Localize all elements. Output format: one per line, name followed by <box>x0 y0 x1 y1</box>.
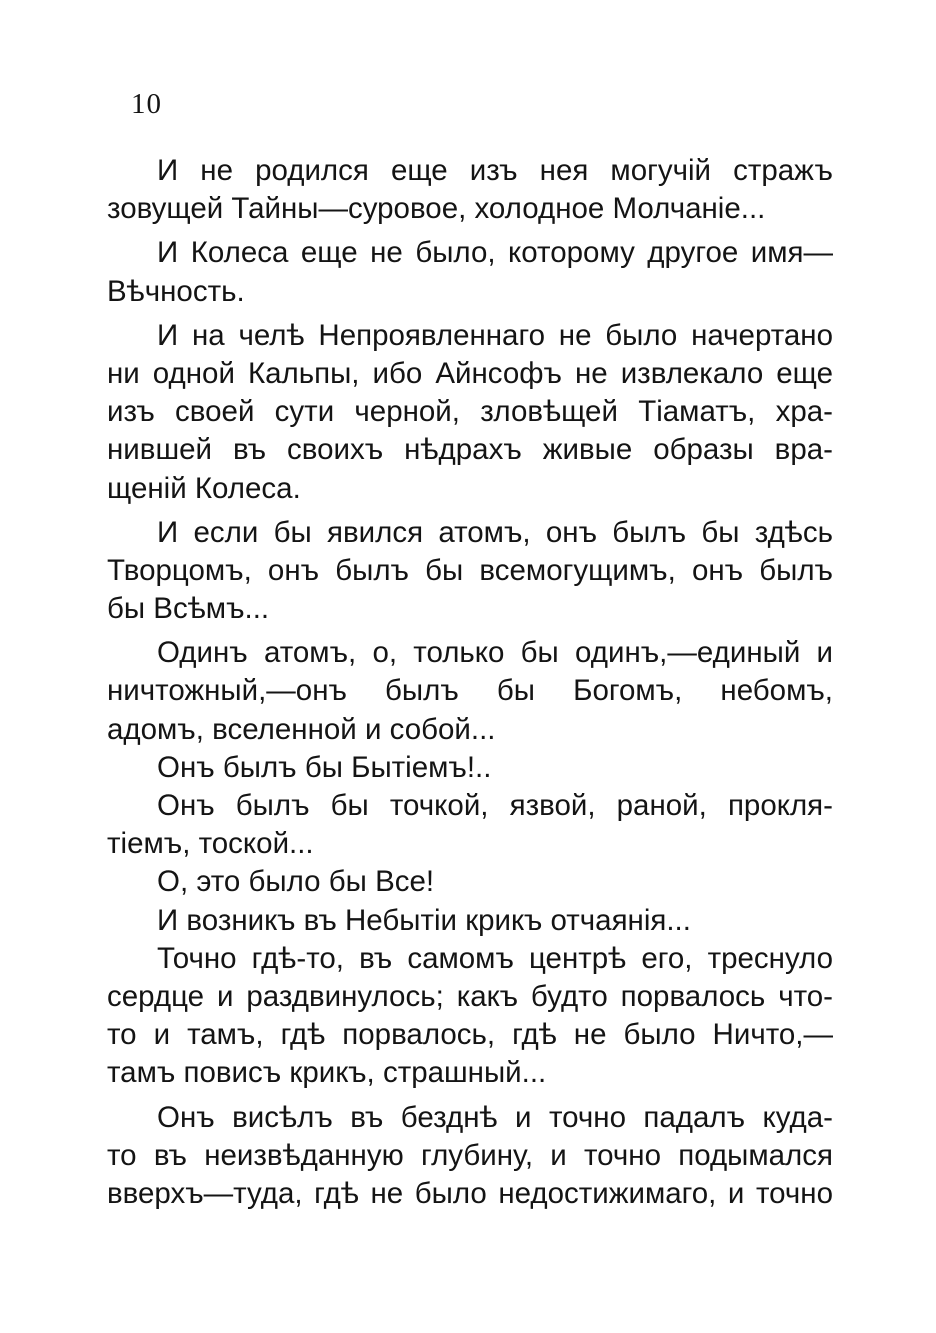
text-line: Творцомъ, онъ былъ бы всемогущимъ, онъ былъ <box>107 553 833 587</box>
text-line: Вѣчность. <box>107 274 245 308</box>
text-line: И возникъ въ Небытіи крикъ отчаянія... <box>157 903 691 937</box>
text-line: тіемъ, тоской... <box>107 827 314 861</box>
text-line: тамъ повисъ крикъ, страшный... <box>107 1056 547 1090</box>
text-line: бы Всѣмъ... <box>107 592 270 626</box>
text-line: нившей въ своихъ нѣдрахъ живые образы вра- <box>107 433 833 467</box>
text-line: И не родился еще изъ нея могучій стражъ <box>157 154 833 187</box>
text-line: Точно гдѣ-то, въ самомъ центрѣ его, треснуло <box>157 941 833 975</box>
page-number: 10 <box>131 88 162 120</box>
body-text <box>107 152 833 1213</box>
text-line: И на челѣ Непроявленнаго не было начертано <box>157 318 833 352</box>
text-line: ни одной Кальпы, ибо Айнсофъ не извлекало еще <box>107 356 833 390</box>
text-line: сердце и раздвинулось; какъ будто порвалось что- <box>107 979 833 1013</box>
text-line: И Колеса еще не было, которому другое имя— <box>157 236 833 270</box>
text-line: изъ своей сути черной, зловѣщей Тіаматъ, хра- <box>107 395 833 429</box>
text-line: то и тамъ, гдѣ порвалось, гдѣ не было Ничто,— <box>107 1018 833 1052</box>
text-line: И если бы явился атомъ, онъ былъ бы здѣсь <box>157 515 833 549</box>
text-line: вверхъ—туда, гдѣ не было недостижимаго, и точно <box>107 1176 833 1210</box>
text-line: зовущей Тайны—суровое, холодное Молчаніе... <box>107 192 766 226</box>
text-line: Онъ былъ бы точкой, язвой, раной, прокля- <box>157 789 833 822</box>
text-line: О, это было бы Все! <box>157 865 435 899</box>
text-line: Онъ висѣлъ въ безднѣ и точно падалъ куда- <box>157 1100 833 1134</box>
text-line: щеній Колеса. <box>107 471 301 505</box>
text-line: то въ неизвѣданную глубину, и точно подымался <box>107 1138 833 1172</box>
text-line: Одинъ атомъ, о, только бы одинъ,—единый и <box>157 636 833 670</box>
text-line: Онъ былъ бы Бытіемъ!.. <box>157 750 492 784</box>
text-line: ничтожный,—онъ былъ бы Богомъ, небомъ, <box>107 674 833 708</box>
text-line: адомъ, вселенной и собой... <box>107 712 496 746</box>
